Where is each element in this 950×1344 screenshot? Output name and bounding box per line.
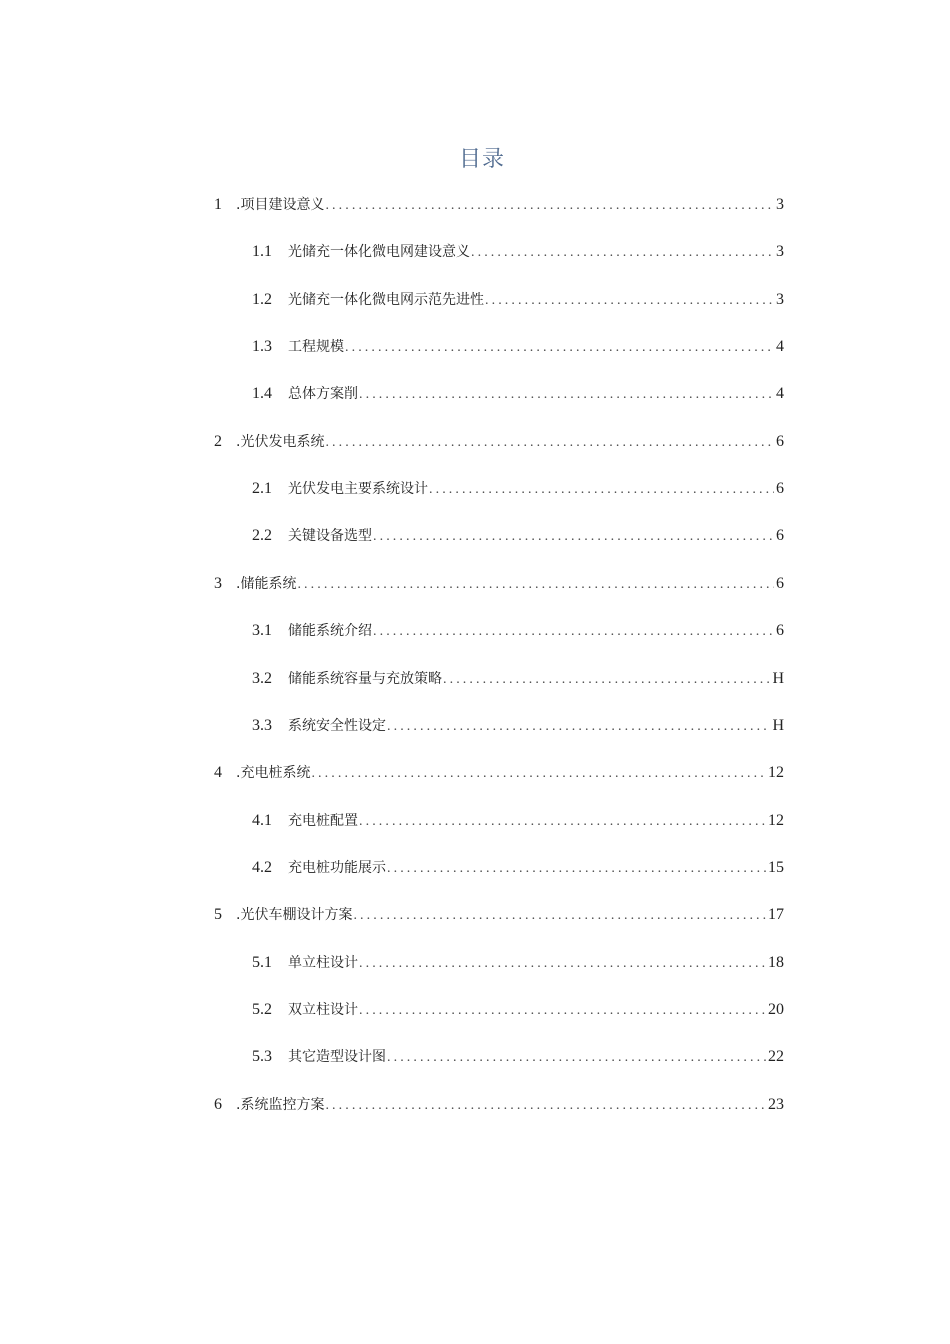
toc-entry-number: 2.2 [252,527,272,545]
toc-dot-leader [325,198,774,214]
toc-entry[interactable] [252,857,784,883]
toc-entry-label: 光储充一体化微电网示范先进性 [288,291,484,308]
toc-entry-page: H [772,716,784,734]
toc-dot-leader [387,861,766,877]
toc-dot-leader [325,1098,766,1114]
toc-dot-leader [297,577,774,593]
toc-entry-page: 4 [776,338,784,356]
toc-entry[interactable] [214,431,784,457]
toc-entry-label: .系统监控方案 [236,1096,325,1113]
toc-entry-page: 3 [776,243,784,261]
toc-entry-number: 5 [214,906,222,924]
toc-entry-page: 15 [768,858,784,876]
toc-entry-number: 1.2 [252,290,272,308]
toc-entry-number: 3.1 [252,622,272,640]
toc-entry-label: 总体方案削 [288,386,358,403]
toc-entry-number: 3.3 [252,716,272,734]
toc-entry-label: 单立柱设计 [288,954,358,971]
toc-entry-page: 6 [776,574,784,592]
toc-entry[interactable] [252,620,784,646]
toc-entry-label: .项目建设意义 [236,197,325,213]
toc-entry-label: .光伏车棚设计方案 [236,907,353,924]
toc-entry-page: 12 [768,764,784,782]
toc-dot-leader [373,624,774,640]
toc-entry-page: 12 [768,811,784,829]
toc-entry-page: 3 [776,196,784,213]
toc-entry-page: 6 [776,527,784,545]
toc-entry[interactable] [252,241,784,267]
toc-entry-number: 3.2 [252,669,272,687]
toc-entry-label: 其它造型设计图 [288,1049,386,1066]
toc-dot-leader [325,435,774,451]
toc-entry-label: 关键设备选型 [288,528,372,545]
toc-entry-label: 系统安全性设定 [288,717,386,734]
toc-entry-label: 光伏发电主要系统设计 [288,481,428,498]
toc-entry[interactable] [252,952,784,978]
toc-entry[interactable] [252,478,784,504]
toc-entry-label: 双立柱设计 [288,1001,358,1018]
toc-entry[interactable] [252,999,784,1025]
toc-entry-number: 1.1 [252,243,272,261]
toc-entry-page: 3 [776,290,784,308]
toc-dot-leader [443,672,770,688]
page-title: 目录 [458,147,505,172]
toc-entry-number: 1.3 [252,338,272,356]
toc-entry[interactable] [252,525,784,551]
toc-entry[interactable] [252,289,784,315]
toc-entry-number: 6 [214,1095,222,1113]
toc-dot-leader [387,1050,766,1066]
toc-entry-number: 4 [214,764,222,782]
toc-entry-page: 17 [768,906,784,924]
toc-entry-page: 22 [768,1048,784,1066]
toc-entry-number: 3 [214,574,222,592]
toc-entry-page: H [772,669,784,687]
toc-dot-leader [485,293,774,309]
toc-entry[interactable] [252,810,784,836]
toc-entry-number: 2.1 [252,480,272,498]
toc-entry-label: 储能系统容量与充放策略 [288,670,442,687]
toc-entry[interactable] [214,904,784,930]
toc-dot-leader [311,766,766,782]
toc-entry-label: 储能系统介绍 [288,623,372,640]
toc-dot-leader [373,529,774,545]
toc-entry[interactable] [252,336,784,362]
toc-entry-number: 2 [214,432,222,450]
toc-dot-leader [471,245,774,261]
toc-entry-page: 6 [776,432,784,450]
toc-dot-leader [359,814,766,830]
toc-entry-label: 光储充一体化微电网建设意义 [288,244,470,261]
toc-entry-page: 6 [776,480,784,498]
toc-entry-number: 4.1 [252,811,272,829]
toc-entry[interactable] [252,715,784,741]
toc-entry[interactable] [252,383,784,409]
toc-dot-leader [387,719,770,735]
toc-entry-label: .光伏发电系统 [236,433,325,450]
toc-entry-label: .充电桩系统 [236,765,311,782]
toc-entry-number: 1.4 [252,385,272,403]
toc-dot-leader [359,387,774,403]
toc-entry-page: 23 [768,1095,784,1113]
toc-entry-number: 5.2 [252,1000,272,1018]
toc-entry[interactable] [252,1046,784,1072]
toc-entry-page: 18 [768,953,784,971]
toc-entry[interactable] [214,194,784,220]
toc-entry[interactable] [252,668,784,694]
toc-dot-leader [345,340,774,356]
toc-entry[interactable] [214,573,784,599]
toc-entry-page: 4 [776,385,784,403]
toc-entry-label: 充电桩功能展示 [288,859,386,876]
toc-entry-label: .储能系统 [236,575,297,592]
toc-entry-label: 充电桩配置 [288,812,358,829]
toc-dot-leader [359,956,766,972]
toc-dot-leader [359,1003,766,1019]
toc-entry[interactable] [214,762,784,788]
toc-entry-label: 工程规模 [288,339,344,356]
toc-entry-page: 6 [776,622,784,640]
toc-dot-leader [353,908,766,924]
toc-entry-number: 4.2 [252,858,272,876]
toc-entry-number: 1 [214,196,222,213]
toc-dot-leader [429,482,774,498]
toc-entry-number: 5.3 [252,1048,272,1066]
toc-entry[interactable] [214,1094,784,1120]
toc-entry-number: 5.1 [252,953,272,971]
toc-entry-page: 20 [768,1000,784,1018]
